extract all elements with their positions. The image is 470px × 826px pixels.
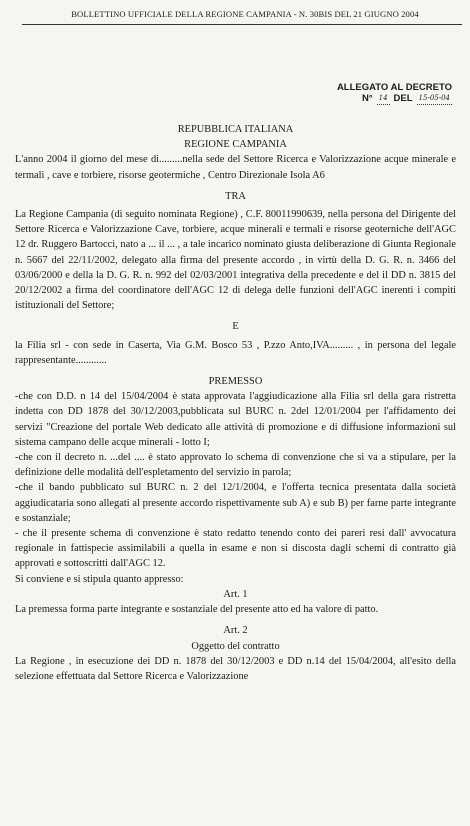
attachment-number-value: 14 <box>377 93 390 105</box>
party-region-paragraph: La Regione Campania (di seguito nominata Regione) , C.F. 80011990639, nella persona del Dirigente del Settore Ricerca e Valorizzazione Cave, torbiere, acque minerali e termali e risorse geoterniche dell'AGC 12 dr. Ruggero Bartocci, nato a ... il ... , a tale incarico nominato giusta deliberazione di Giunta Regionale n. 5667 del 22/11/2002, delegato alla firma del presente accordo , in virtù della D. G. R. n. 3466 del 03/06/2000 e della la D. G. R. n. 992 del 02/03/2001 integrativa della precedente e del il DD n. 3815 del 20/12/2002 a firma del coordinatore dell'AGC 12 di delega delle funzioni dell'AGC inerenti i compiti istituzionali del Settore; <box>15 209 456 312</box>
attachment-stamp <box>322 82 452 105</box>
intro-paragraph: L'anno 2004 il giorno del mese di.........nella sede del Settore Ricerca e Valorizzazione acque minerale e termali , cave e torbiere, risorse geotermiche , Centro Direzionale Isola A6 <box>15 154 456 181</box>
conviene-line: Si conviene e si stipula quanto appresso: <box>15 573 184 585</box>
premesso-heading: PREMESSO <box>208 376 263 388</box>
attachment-number-row <box>322 93 452 105</box>
premessa-1: -che con D.D. n 14 del 15/04/2004 è stata approvata l'aggiudicazione alla Filia srl della gara ristretta indetta con DD 1878 del 30/12/2003,pubblicata sul BURC n. 2del 12/01/2004 per l'affidamento dei servizi "Creazione del portale Web dedicato alle attività di promozione e di diffusione informazioni sul sistema campano delle acque minerali - lotto I; <box>15 391 456 448</box>
art1-title: Art. 1 <box>223 588 248 600</box>
e-heading: E <box>232 321 239 333</box>
heading-republic: REPUBBLICA ITALIANA <box>177 124 294 135</box>
heading-region: REGIONE CAMPANIA <box>184 139 287 151</box>
running-header: BOLLETTINO UFFICIALE DELLA REGIONE CAMPANIA - N. 30BIS DEL 21 GIUGNO 2004 <box>71 9 419 19</box>
art2-subtitle: Oggetto del contratto <box>191 640 280 652</box>
party-filia-paragraph: la Filia srl - con sede in Caserta, Via G.M. Bosco 53 , P.zzo Anto,IVA......... , in persona del legale rappresentante............ <box>15 339 456 366</box>
art2-title: Art. 2 <box>223 625 248 637</box>
attachment-date-value: 15-05-04 <box>417 93 452 105</box>
premessa-3: -che il bando pubblicato sul BURC n. 2 del 12/1/2004, e l'offerta tecnica presentata dalla società aggiudicataria sono allegati al presente accordo rispettivamente sub A) e sub B) per farne parte integrante e sostanziale; <box>15 482 456 524</box>
tra-heading: TRA <box>225 190 246 202</box>
attachment-date-label: DEL <box>393 93 413 104</box>
art2-text: La Regione , in esecuzione dei DD n. 1878 del 30/12/2003 e DD n.14 del 15/04/2004, all'esito della selezione effettuata dal Settore Ricerca e Valorizzazione <box>15 655 456 682</box>
premessa-2: -che con il decreto n. ...del .... è stato approvato lo schema di convenzione che si va a stipulare, per la definizione delle modalità dell'espletamento del servizio in parola; <box>15 452 456 479</box>
document-body <box>15 122 456 684</box>
attachment-label: ALLEGATO AL DECRETO <box>336 82 452 93</box>
header-rule <box>22 24 462 25</box>
art1-text: La premessa forma parte integrante e sostanziale del presente atto ed ha valore di patto. <box>15 604 379 616</box>
premessa-4: - che il presente schema di convenzione è stato redatto tenendo conto dei pareri resi dall' avvocatura regionale in fattispecie assimilabili a quella in esame e non si discosta dagli schemi di contratto già approvati e sottoscritti dall'AGC 12. <box>15 528 456 570</box>
attachment-number-label: N° <box>361 93 373 104</box>
